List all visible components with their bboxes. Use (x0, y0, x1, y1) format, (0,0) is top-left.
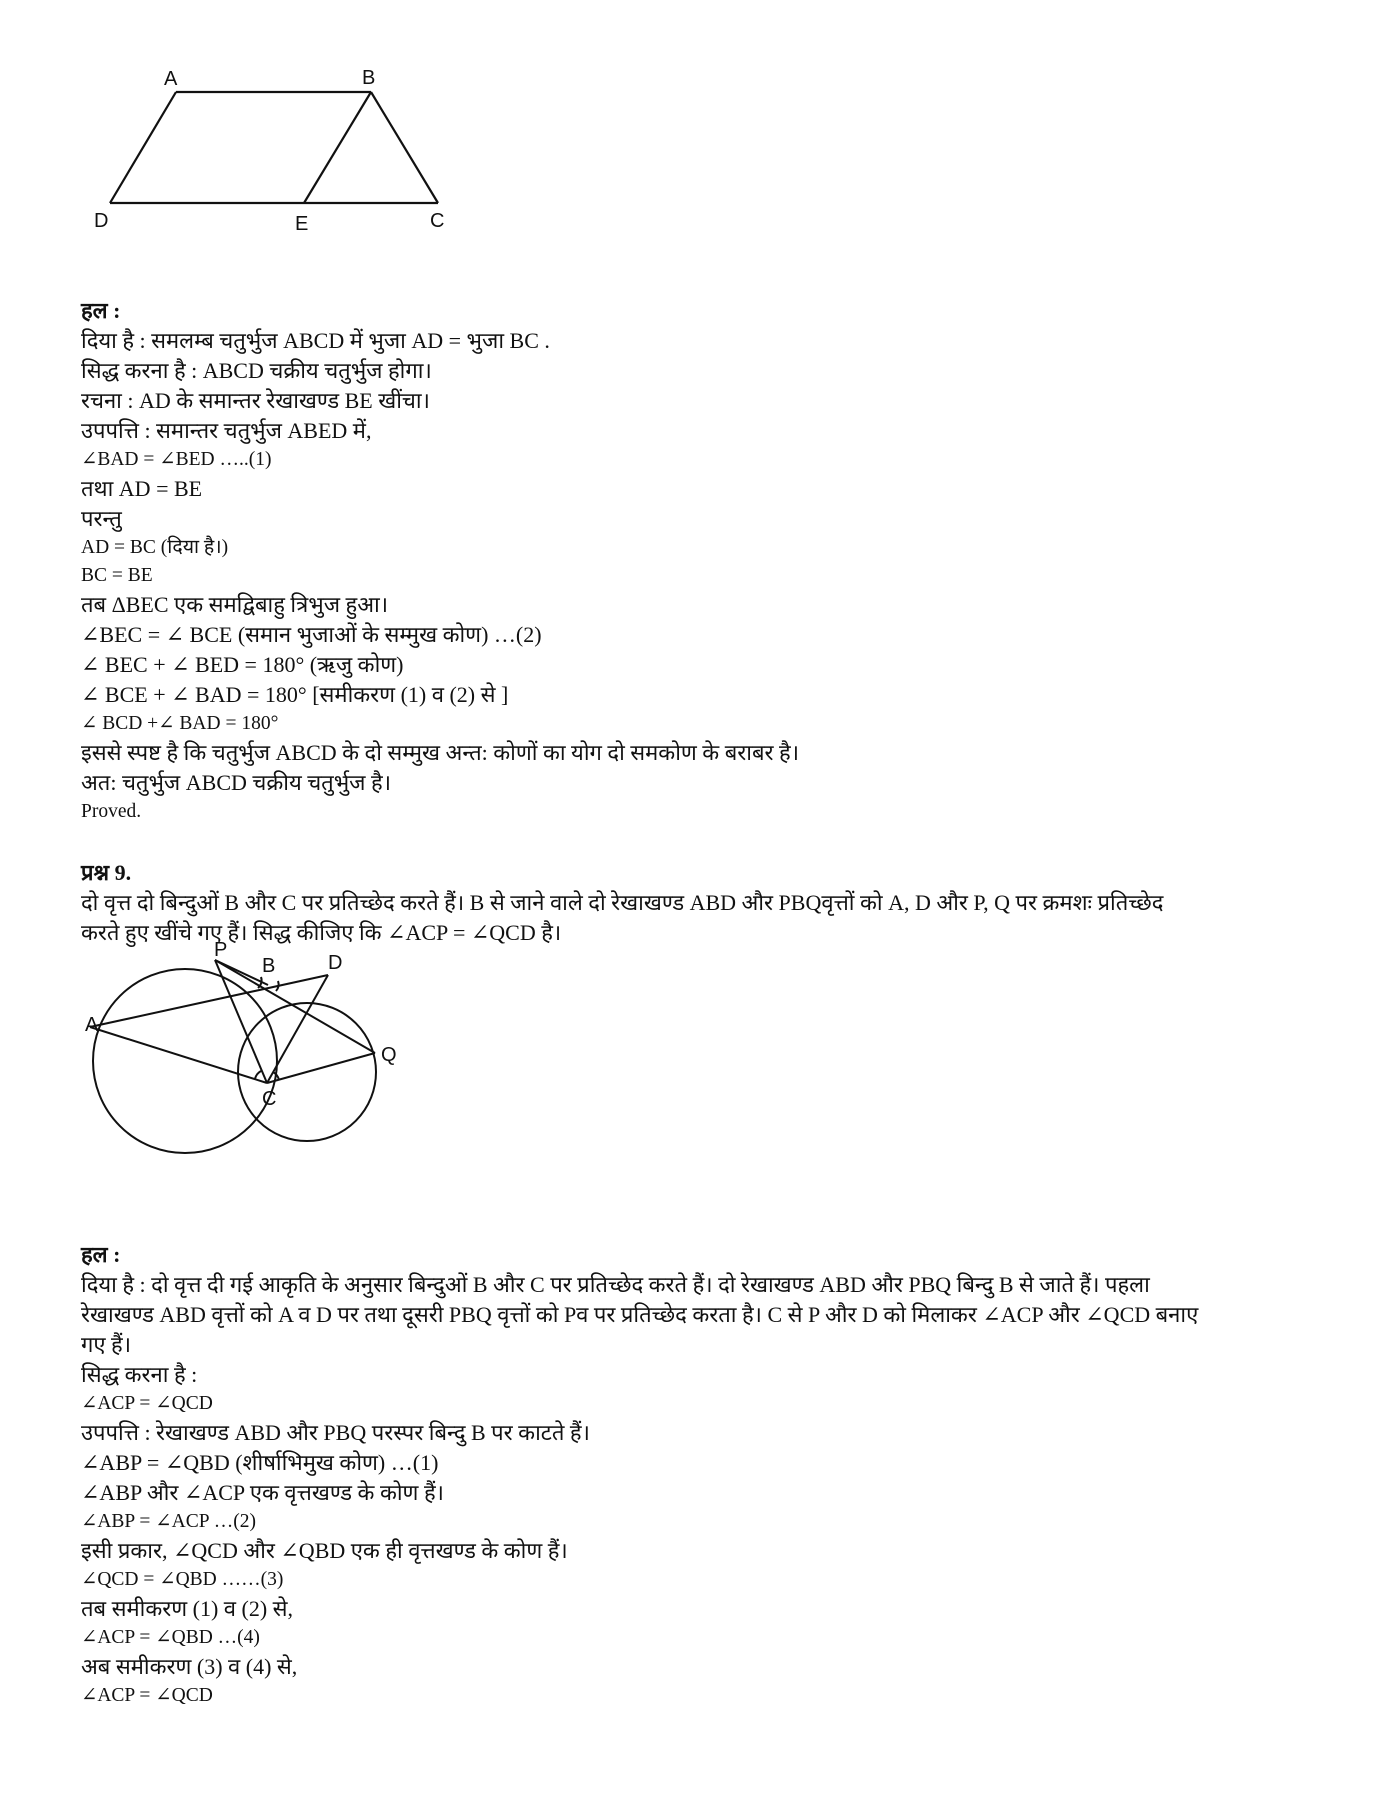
equation-line: BC = BE (81, 565, 153, 586)
equation-line: ∠BEC = ∠ BCE (समान भुजाओं के सम्मुख कोण) …(2) (81, 622, 542, 647)
segment-be (304, 92, 371, 203)
equation-line: ∠ACP = ∠QCD (81, 1393, 213, 1414)
segment-pbq (215, 960, 375, 1053)
given-line: दिया है : समलम्ब चतुर्भुज ABCD में भुजा AD = भुजा BC . (81, 328, 550, 353)
proof-line: तब ΔBEC एक समद्विबाहु त्रिभुज हुआ। (81, 592, 389, 617)
to-prove-line: सिद्ध करना है : (81, 1362, 198, 1387)
label-d: D (328, 952, 343, 974)
equation-line: ∠ BEC + ∠ BED = 180° (ऋजु कोण) (81, 652, 404, 677)
label-q: Q (381, 1044, 397, 1066)
label-b: B (262, 955, 276, 977)
label-e: E (295, 213, 309, 235)
label-c: C (430, 210, 445, 232)
label-c: C (262, 1088, 277, 1110)
segment-qc (267, 1053, 375, 1083)
question-9 (81, 858, 1321, 948)
proof-line: उपपत्ति : समान्तर चतुर्भुज ABED में, (81, 418, 372, 443)
equation-line: ∠QCD = ∠QBD ……(3) (81, 1569, 284, 1590)
question-text: करते हुए खींचे गए हैं। सिद्ध कीजिए कि ∠ACP = ∠QCD है। (81, 920, 562, 945)
proof-line: तथा AD = BE (81, 476, 203, 501)
equation-line: ∠ACP = ∠QBD …(4) (81, 1627, 260, 1648)
construction-line: रचना : AD के समान्तर रेखाखण्ड BE खींचा। (81, 388, 430, 413)
circles-figure (85, 939, 425, 1175)
circle-left (93, 969, 277, 1153)
question-heading: प्रश्न 9. (81, 860, 132, 885)
given-line: दिया है : दो वृत्त दी गई आकृति के अनुसार बिन्दुओं B और C पर प्रतिच्छेद करते हैं। दो रेखाखण्ड ABD और PBQ बिन्दु B से जाते हैं। पहला (81, 1272, 1150, 1297)
proof-line: परन्तु (81, 506, 122, 531)
proved-label: Proved. (81, 801, 142, 822)
proof-line: अब समीकरण (3) व (4) से, (81, 1654, 298, 1679)
equation-line: ∠ABP = ∠QBD (शीर्षाभिमुख कोण) …(1) (81, 1450, 439, 1475)
solution-heading: हल : (81, 1242, 121, 1267)
trapezium-figure (90, 55, 470, 235)
solution-2 (81, 1240, 1321, 1710)
solution-heading: हल : (81, 298, 121, 323)
equation-line: AD = BC (दिया है।) (81, 537, 229, 558)
proof-line: इसी प्रकार, ∠QCD और ∠QBD एक ही वृत्तखण्ड के कोण हैं। (81, 1538, 568, 1563)
circles-diagram (85, 939, 425, 1175)
segment-dc (267, 975, 328, 1083)
label-b: B (362, 67, 376, 89)
given-line: रेखाखण्ड ABD वृत्तों को A व D पर तथा दूसरी PBQ वृत्तों को Pव पर प्रतिच्छेद करता है। C से P और D को मिलाकर ∠ACP और ∠QCD बनाए (81, 1302, 1199, 1327)
given-line: गए हैं। (81, 1332, 132, 1357)
equation-line: ∠BAD = ∠BED …..(1) (81, 449, 272, 470)
angle-mark-c-left (255, 1071, 261, 1079)
label-a: A (164, 68, 178, 90)
label-p: P (214, 939, 228, 961)
equation-line: ∠ACP = ∠QCD (81, 1685, 213, 1706)
segment-ad (110, 92, 176, 203)
solution-1 (81, 296, 1321, 826)
equation-line: ∠ BCE + ∠ BAD = 180° [समीकरण (1) व (2) से ] (81, 682, 509, 707)
to-prove-line: सिद्ध करना है : ABCD चक्रीय चतुर्भुज होगा। (81, 358, 432, 383)
proof-line: तब समीकरण (1) व (2) से, (81, 1596, 294, 1621)
equation-line: ∠ABP = ∠ACP …(2) (81, 1511, 256, 1532)
segment-abd (90, 975, 328, 1027)
equation-line: ∠ BCD +∠ BAD = 180° (81, 713, 279, 734)
trapezium-diagram (90, 55, 470, 235)
label-a: A (85, 1014, 99, 1036)
conclusion-line: अत: चतुर्भुज ABCD चक्रीय चतुर्भुज है। (81, 770, 392, 795)
proof-line: ∠ABP और ∠ACP एक वृत्तखण्ड के कोण हैं। (81, 1480, 444, 1505)
label-d: D (94, 210, 109, 232)
question-text: दो वृत्त दो बिन्दुओं B और C पर प्रतिच्छेद करते हैं। B से जाने वाले दो रेखाखण्ड ABD और PBQवृत्तों को A, D और P, Q पर क्रमशः प्रतिच्छेद (81, 890, 1164, 915)
segment-bc (371, 92, 438, 203)
proof-line: उपपत्ति : रेखाखण्ड ABD और PBQ परस्पर बिन्दु B पर काटते हैं। (81, 1420, 590, 1445)
conclusion-line: इससे स्पष्ट है कि चतुर्भुज ABCD के दो सम्मुख अन्त: कोणों का योग दो समकोण के बराबर है। (81, 740, 800, 765)
